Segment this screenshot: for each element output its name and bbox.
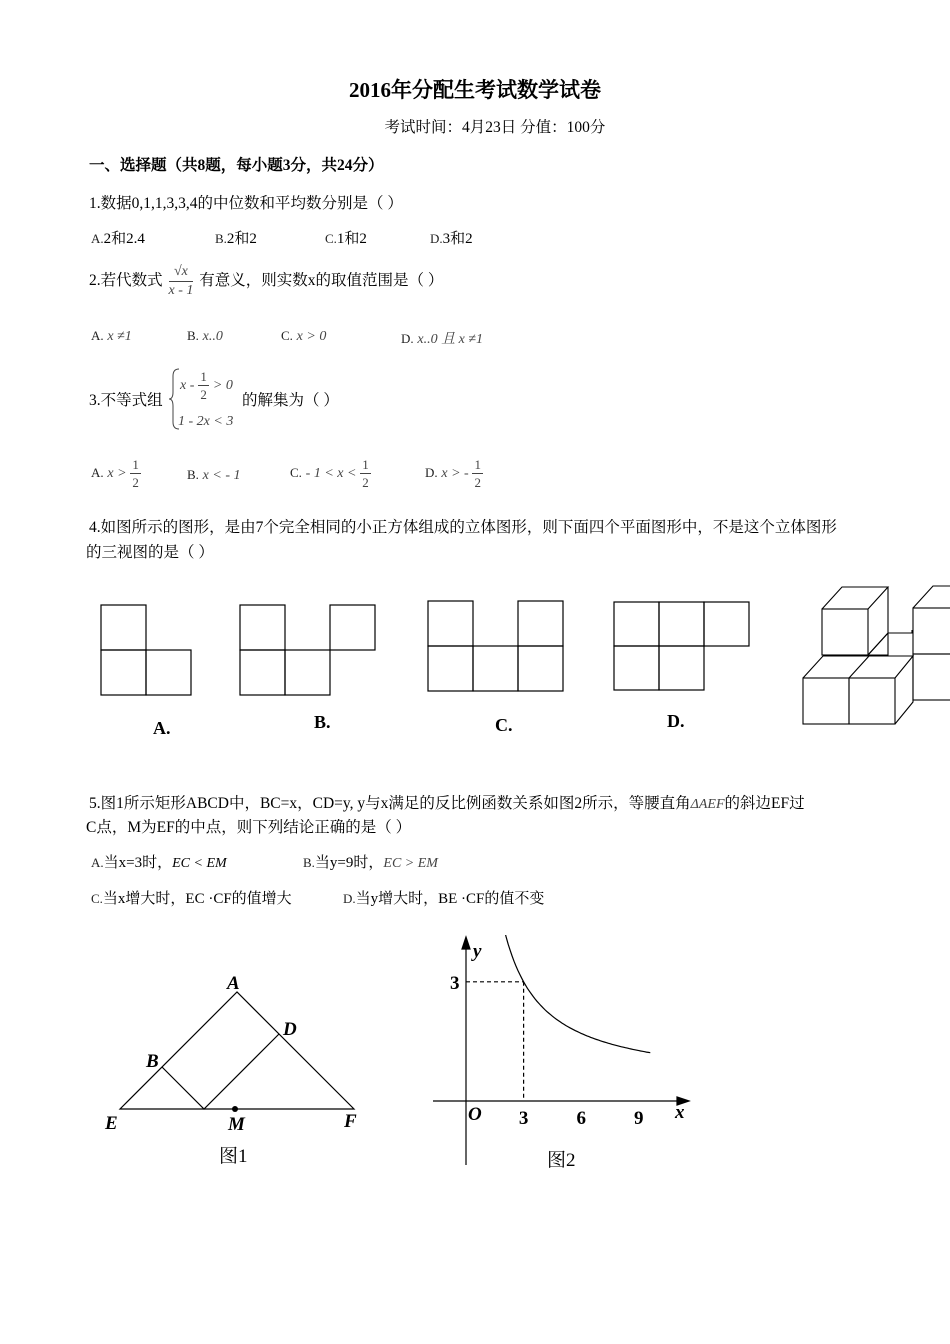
figure-1 — [95, 965, 385, 1175]
figure-2-caption: 图2 — [547, 1150, 576, 1171]
q2-option-d: D. x..0 且 x ≠1 — [401, 331, 484, 347]
question-4-stem-line-1: 4.如图所示的图形，是由7个完全相同的小正方体组成的立体图形，则下面四个平面图形中，不是这个立体图形 — [89, 519, 837, 536]
y-tick-label-3: 3 — [450, 972, 460, 994]
question-2-stem: 2.若代数式 $\frac{√x}{x - 1}$ 有意义，则实数x的取值范围是（ ） — [89, 264, 444, 298]
label-m: M — [228, 1114, 245, 1135]
question-5-stem-line-1: 5.图1所示矩形ABCD中，BC=x，CD=y, y与x满足的反比例函数关系如图2所示，等腰直角ΔAEF的斜边EF过 — [89, 795, 805, 812]
q4-view-c — [428, 601, 563, 691]
q4-label-d: D. — [667, 711, 685, 731]
question-3-suffix: 的解集为（ ） — [242, 392, 339, 409]
q1-option-d: D.3和2 — [430, 231, 473, 247]
exam-title: 2016年分配生考试数学试卷 — [349, 78, 601, 102]
q2-option-a: A. x ≠1 — [91, 328, 132, 344]
section-heading: 一、选择题（共8题，每小题3分，共24分） — [89, 157, 384, 174]
q4-label-b: B. — [314, 712, 331, 732]
q4-figures — [0, 578, 950, 748]
origin-label: O — [468, 1104, 482, 1125]
label-d: D — [283, 1019, 297, 1040]
inverse-proportion-curve — [497, 935, 651, 1053]
figure-2 — [425, 935, 705, 1175]
q1-option-a: A.2和2.4 — [91, 231, 145, 247]
q2-option-b: B. x..0 — [187, 328, 223, 344]
q2-fraction: $\frac{√x}{x - 1}$ — [168, 264, 194, 298]
q5-option-c: C.当x增大时，EC ·CF的值增大 — [91, 891, 292, 907]
q3-option-a: A. x > $\frac{1}{2}$ — [91, 457, 139, 490]
q4-label-c: C. — [495, 715, 513, 735]
question-1-stem: 1.数据0,1,1,3,3,4的中位数和平均数分别是（ ） — [89, 195, 403, 212]
y-axis-arrow — [462, 937, 470, 949]
q3-option-b: B. x < - 1 — [187, 467, 241, 483]
exam-subtitle: 考试时间：4月23日 分值：100分 — [384, 119, 606, 136]
question-4-stem-line-2: 的三视图的是（ ） — [86, 544, 214, 561]
figure-1-caption: 图1 — [219, 1146, 248, 1167]
q3-system-line-2: 1 - 2x < 3 — [178, 414, 234, 429]
q4-label-a: A. — [153, 718, 171, 738]
q4-view-b — [240, 605, 375, 695]
label-e: E — [105, 1113, 118, 1134]
q5-option-b: B.当y=9时，EC > EM — [303, 855, 438, 871]
x-axis-label: x — [675, 1102, 685, 1123]
label-a: A — [227, 973, 240, 994]
q2-option-c: C. x > 0 — [281, 328, 327, 344]
question-3-prefix: 3.不等式组 — [89, 392, 163, 409]
q3-option-d: D. x > - $\frac{1}{2}$ — [425, 457, 481, 490]
x-tick-label-6: 6 — [576, 1108, 586, 1129]
x-tick-label-3: 3 — [518, 1108, 529, 1129]
q3-option-c: C. - 1 < x < $\frac{1}{2}$ — [290, 457, 369, 490]
label-f: F — [344, 1111, 357, 1132]
q4-view-d — [614, 602, 749, 690]
point-m — [232, 1106, 238, 1112]
q4-solid-3d — [803, 586, 950, 724]
question-5-stem-line-2: C点，M为EF的中点，则下列结论正确的是（ ） — [86, 819, 412, 836]
q3-system-line-1: x - $\frac{1}{2}$ > 0 — [180, 369, 233, 402]
q1-option-b: B.2和2 — [215, 231, 257, 247]
q5-option-a: A.当x=3时，EC < EM — [91, 855, 227, 871]
y-axis-label: y — [473, 941, 482, 962]
label-b: B — [146, 1051, 159, 1072]
rectangle-abcd-sides — [162, 1034, 279, 1109]
q4-view-a — [101, 605, 191, 695]
x-tick-label-9: 9 — [634, 1108, 644, 1129]
q5-option-d: D.当y增大时，BE ·CF的值不变 — [343, 891, 545, 907]
q1-option-c: C.1和2 — [325, 231, 367, 247]
